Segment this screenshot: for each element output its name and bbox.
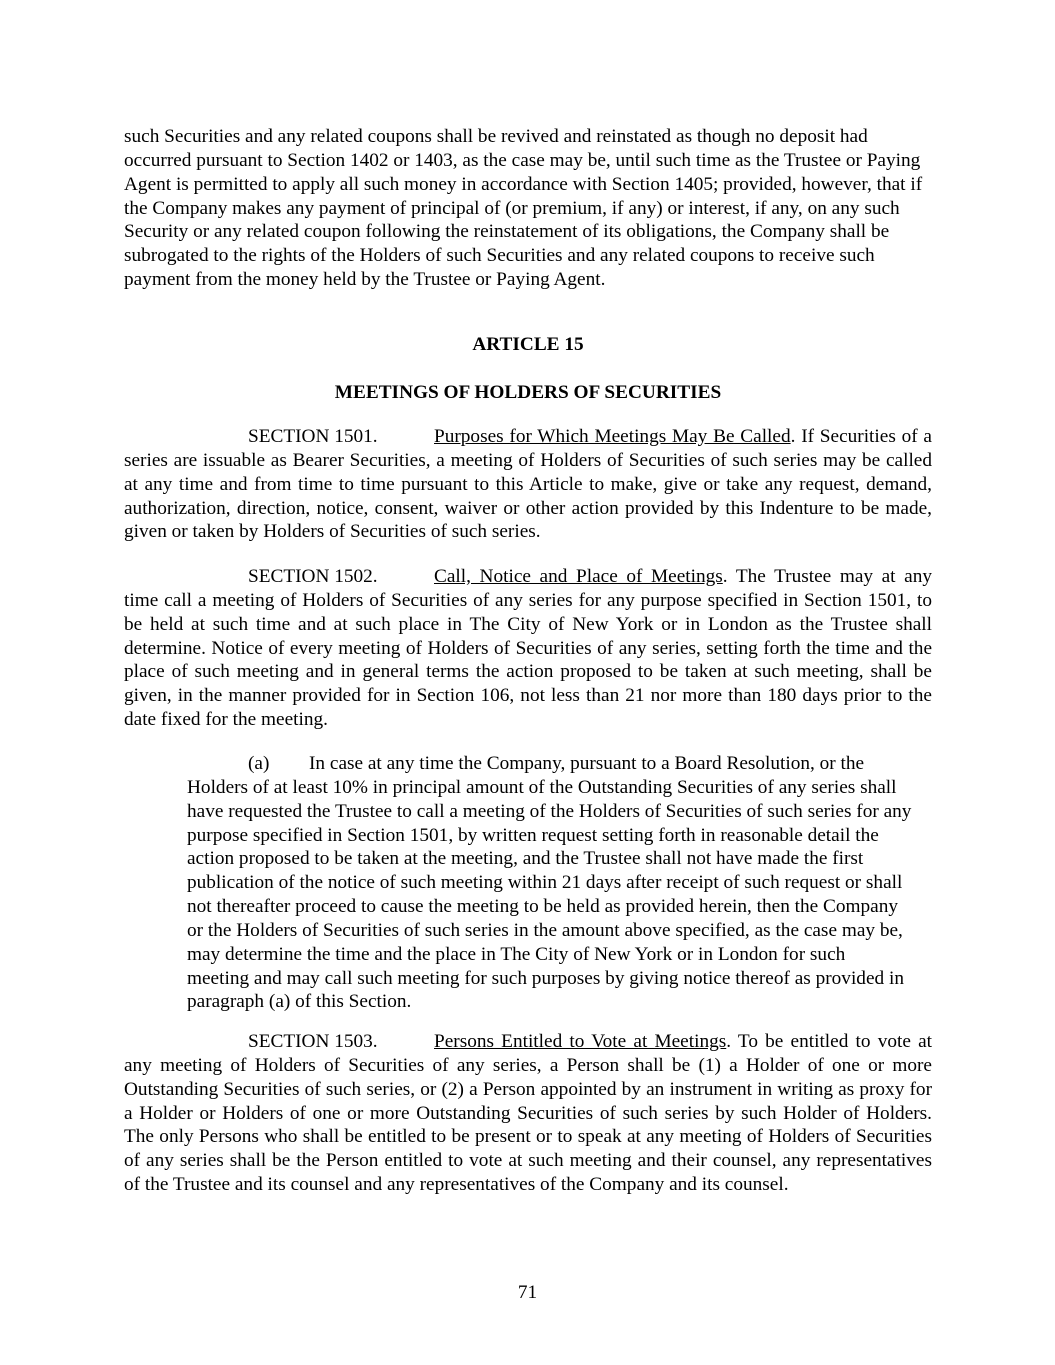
section-1502-paragraph: [124, 565, 932, 732]
section-1501-body: . If Securities of a series are issuable as Bearer Securities, a meeting of Holders of Securities of such series may be called at any time and from time to time pursuant to this Article to make, give or take any request, demand, authorization, direction, notice, consent, waiver or other action provided by this Indenture to be made, given or taken by Holders of Securities of such series.: [124, 426, 932, 543]
continuation-paragraph: such Securities and any related coupons shall be revived and reinstated as though no deposit had occurred pursuant to Section 1402 or 1403, as the case may be, until such time as the Trustee or Paying Agent is permitted to apply all such money in accordance with Section 1405; provided, however, that if the Company makes any payment of principal of (or premium, if any) or interest, if any, on any such Security or any related coupon following the reinstatement of its obligations, the Company shall be subrogated to the rights of the Holders of such Securities and any related coupons to receive such payment from the money held by the Trustee or Paying Agent.: [124, 126, 923, 291]
section-1502-body: . The Trustee may at any time call a meeting of Holders of Securities of any series for any purpose specified in Section 1501, to be held at such time and at such place in The City of New York or in London as the Trustee shall determine. Notice of every meeting of Holders of Securities of any series, setting forth the time and the place of such meeting and in general terms the action proposed to be taken at such meeting, shall be given, in the manner provided for in Section 106, not less than 21 nor more than 180 days prior to the date fixed for the meeting.: [124, 566, 932, 731]
section-1502-heading: Call, Notice and Place of Meetings: [434, 566, 723, 587]
section-1503-body: . To be entitled to vote at any meeting of Holders of Securities of any series, a Person shall be (1) a Holder of one or more Outstanding Securities of such series, or (2) a Person appointed by an instrument in writing as proxy for a Holder or Holders of one or more Outstanding Securities of such series by such Holder of Holders. The only Persons who shall be entitled to be present or to speak at any meeting of Holders of Securities of any series shall be the Person entitled to vote at such meeting and their counsel, any representatives of the Trustee and its counsel and any representatives of the Company and its counsel.: [124, 1031, 932, 1196]
subparagraph-a-text: In case at any time the Company, pursuant to a Board Resolution, or the Holders of at least 10% in principal amount of the Outstanding Securities of any series shall have requested the Trustee to call a meeting of the Holders of Securities of such series for any purpose specified in Section 1501, by written request setting forth in reasonable detail the action proposed to be taken at the meeting, and the Trustee shall not have made the first publication of the notice of such meeting within 21 days after receipt of such request or shall not thereafter proceed to cause the meeting to be held as provided herein, then the Company or the Holders of Securities of such series in the amount above specified, as the case may be, may determine the time and the place in The City of New York or in London for such meeting and may call such meeting for such purposes by giving notice thereof as provided in paragraph (a) of this Section.: [187, 753, 912, 1013]
article-number: ARTICLE 15: [472, 334, 584, 355]
section-1501-paragraph: [124, 425, 932, 544]
section-1501-heading: Purposes for Which Meetings May Be Called: [434, 426, 791, 447]
section-1501-label: SECTION 1501.: [248, 426, 378, 447]
section-1503-label: SECTION 1503.: [248, 1031, 378, 1052]
section-1503-heading: Persons Entitled to Vote at Meetings: [434, 1031, 727, 1052]
subparagraph-a: [187, 752, 912, 1014]
section-1503-paragraph: [124, 1030, 932, 1197]
section-1502-label: SECTION 1502.: [248, 566, 378, 587]
article-title: MEETINGS OF HOLDERS OF SECURITIES: [334, 382, 722, 403]
subparagraph-a-label: (a): [248, 753, 270, 774]
page-number: 71: [517, 1282, 538, 1303]
